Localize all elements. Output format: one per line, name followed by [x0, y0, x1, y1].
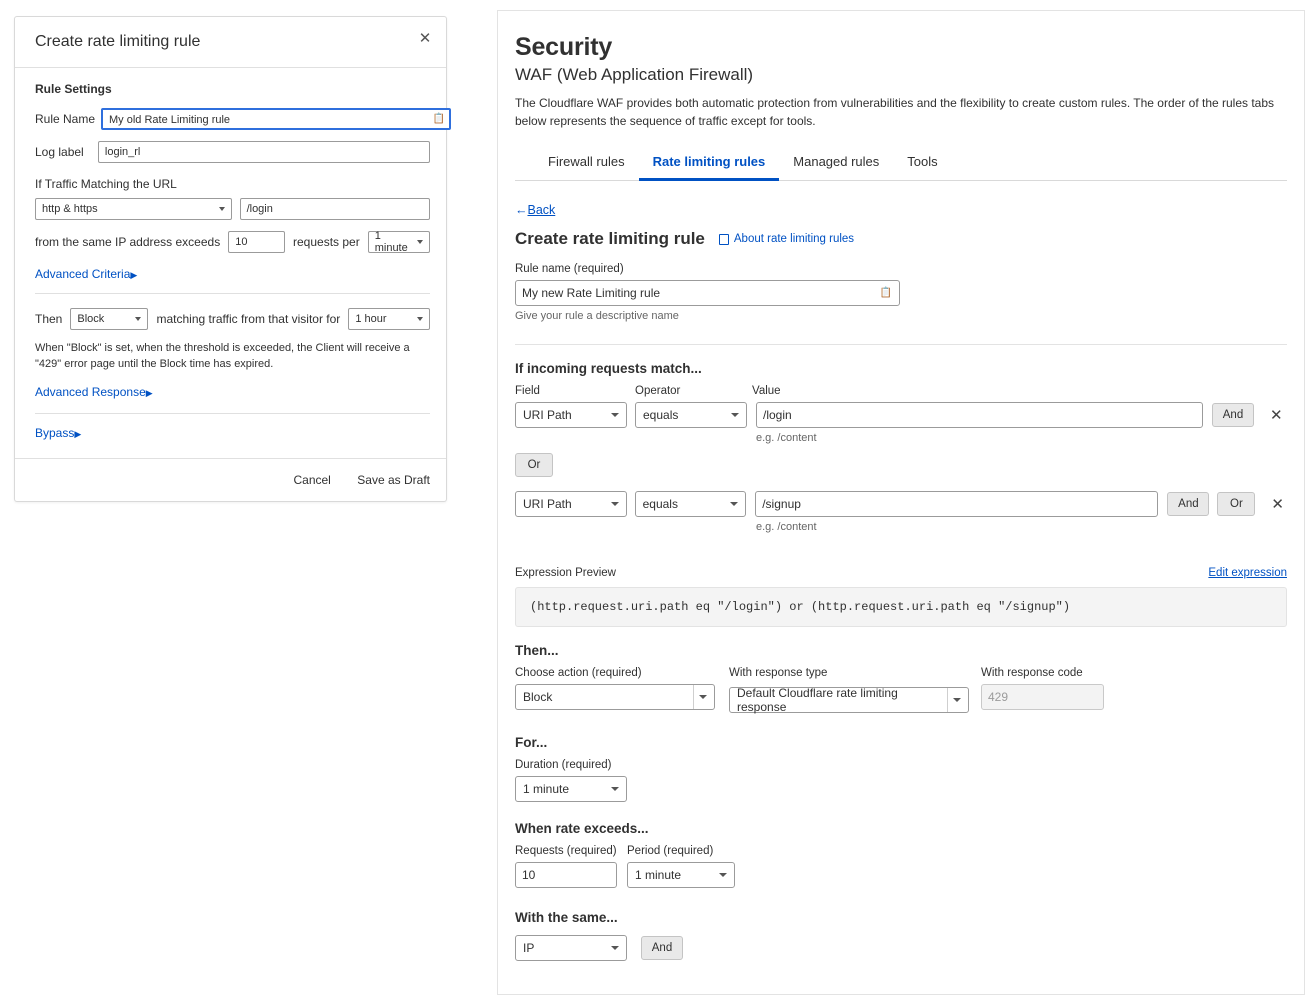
requests-input[interactable]: 10: [515, 862, 617, 888]
triangle-right-icon: ▶: [145, 387, 153, 398]
same-section-title: With the same...: [515, 910, 618, 925]
url-match-label: If Traffic Matching the URL: [35, 177, 177, 191]
threshold-suffix-label: requests per: [293, 235, 360, 249]
chevron-down-icon: [730, 502, 738, 506]
chevron-down-icon: [611, 787, 619, 791]
col-operator-label: Operator: [635, 385, 681, 397]
page-description: The Cloudflare WAF provides both automatic protection from vulnerabilities and the flexibility to create custom rules. The order of the rules tabs below represents the sequence of traffic except for tools.: [515, 96, 1275, 128]
then-section-title: Then...: [515, 643, 559, 658]
then-row: [35, 308, 430, 330]
chevron-down-icon: [135, 317, 141, 321]
action-select[interactable]: [515, 684, 715, 710]
response-type-label: With response type: [729, 667, 828, 679]
about-rate-limiting-link[interactable]: [719, 233, 854, 245]
back-link[interactable]: ←Back: [515, 203, 556, 217]
form-title: Create rate limiting rule: [515, 229, 705, 248]
scheme-value: http & https: [42, 203, 98, 215]
condition-1-field-select[interactable]: [515, 402, 627, 428]
scheme-select[interactable]: [35, 198, 232, 220]
block-duration-value: 1 hour: [355, 313, 387, 325]
then-row: [515, 667, 1284, 713]
condition-row: [515, 491, 1284, 517]
condition-2-value-helper: e.g. /content: [756, 521, 817, 533]
response-type-group: [729, 667, 969, 713]
action-select[interactable]: [70, 308, 148, 330]
rule-name-row: [35, 108, 445, 130]
then-suffix-label: matching traffic from that visitor for: [156, 312, 341, 326]
condition-row: [515, 402, 1284, 428]
save-as-draft-button[interactable]: Save as Draft: [357, 472, 430, 487]
copy-icon[interactable]: 📋: [432, 113, 445, 125]
chevron-down-icon: [953, 698, 961, 702]
chevron-down-icon: [417, 240, 423, 244]
condition-2-value-input[interactable]: /signup: [755, 491, 1158, 517]
rate-section-title: When rate exceeds...: [515, 821, 649, 836]
condition-1-operator-value: equals: [643, 408, 679, 422]
advanced-criteria-toggle[interactable]: [35, 267, 430, 281]
condition-column-headers: [515, 385, 1284, 402]
col-value-label: Value: [752, 385, 781, 397]
rule-name-label: Rule Name: [35, 112, 96, 126]
or-button[interactable]: Or: [515, 453, 553, 477]
chevron-down-icon: [731, 413, 739, 417]
triangle-right-icon: ▶: [130, 270, 138, 280]
chevron-down-icon: [417, 317, 423, 321]
period-select[interactable]: [627, 862, 735, 888]
condition-2-and-button[interactable]: And: [1167, 492, 1209, 516]
close-icon[interactable]: ✕: [418, 30, 432, 47]
action-group: [515, 667, 715, 710]
characteristic-select[interactable]: [515, 935, 627, 961]
condition-2-operator-value: equals: [642, 497, 678, 511]
action-label: Choose action (required): [515, 667, 642, 679]
log-label-label: Log label: [35, 145, 84, 159]
bypass-label: Bypass: [35, 425, 75, 440]
chevron-down-icon: [699, 695, 707, 699]
legacy-rate-limit-modal: [14, 16, 447, 502]
divider-1: [515, 344, 1287, 345]
action-value: Block: [77, 313, 105, 325]
response-code-group: [981, 667, 1104, 710]
duration-select[interactable]: [515, 776, 627, 802]
threshold-prefix-label: from the same IP address exceeds: [35, 235, 221, 249]
cancel-button[interactable]: Cancel: [293, 472, 331, 487]
advanced-response-label: Advanced Response: [35, 384, 146, 399]
modal-body: [15, 68, 446, 458]
expression-preview-label: Expression Preview: [515, 567, 616, 579]
period-value: 1 minute: [374, 230, 408, 254]
expression-preview-text: (http.request.uri.path eq "/login") or (http.request.uri.path eq "/signup"): [515, 587, 1287, 627]
condition-1-remove-icon[interactable]: ✕: [1270, 406, 1283, 424]
chevron-down-icon: [611, 413, 619, 417]
threshold-input[interactable]: 10: [228, 231, 285, 253]
period-select[interactable]: [368, 231, 430, 253]
chevron-down-icon: [611, 946, 619, 950]
waf-page: [497, 10, 1305, 995]
rule-name-input-wrap: [101, 108, 451, 130]
book-icon: [719, 234, 729, 245]
action-value: Block: [523, 690, 553, 704]
chevron-down-icon: [219, 207, 225, 211]
rate-row: [515, 845, 1284, 888]
page-title: Security: [515, 33, 613, 61]
condition-2-or-button[interactable]: Or: [1217, 492, 1255, 516]
col-field-label: Field: [515, 385, 540, 397]
condition-1-and-button[interactable]: And: [1212, 403, 1254, 427]
condition-2-field-select[interactable]: [515, 491, 627, 517]
tab-managed-rules[interactable]: Managed rules: [793, 154, 880, 169]
chevron-down-icon: [719, 873, 727, 877]
page-subtitle: WAF (Web Application Firewall): [515, 65, 754, 84]
duration-group: [515, 759, 1284, 802]
condition-1-value-input[interactable]: /login: [756, 402, 1203, 428]
characteristic-and-button[interactable]: And: [641, 936, 683, 960]
period-value: 1 minute: [635, 868, 682, 882]
expression-preview-header: [515, 567, 1287, 579]
advanced-criteria-label: Advanced Criteria: [35, 267, 131, 281]
response-code-input[interactable]: 429: [981, 684, 1104, 710]
condition-1-operator-select[interactable]: [635, 402, 747, 428]
condition-2-remove-icon[interactable]: ✕: [1271, 495, 1284, 513]
then-label: Then: [35, 312, 63, 326]
rule-name-input[interactable]: My old Rate Limiting rule: [101, 108, 451, 130]
condition-2-field-value: URI Path: [523, 497, 572, 511]
rule-settings-heading: Rule Settings: [35, 82, 112, 96]
threshold-row: [35, 231, 430, 253]
condition-2-operator-select[interactable]: [635, 491, 747, 517]
characteristic-value: IP: [523, 941, 535, 955]
url-path-input[interactable]: /login: [240, 198, 430, 220]
chevron-down-icon: [611, 502, 619, 506]
response-type-select[interactable]: [729, 687, 969, 713]
condition-1-field-value: URI Path: [523, 408, 572, 422]
log-label-row: [35, 141, 430, 163]
period-label: Period (required): [627, 845, 714, 857]
period-group: [627, 845, 735, 888]
block-note: When "Block" is set, when the threshold is exceeded, the Client will receive a "429" error page until the Block time has expired.: [35, 342, 410, 370]
triangle-right-icon: ▶: [74, 428, 82, 439]
requests-label: Requests (required): [515, 845, 617, 857]
duration-label: Duration (required): [515, 759, 612, 771]
tab-rate-limiting-rules[interactable]: Rate limiting rules: [639, 146, 780, 181]
bypass-toggle[interactable]: [35, 426, 430, 440]
rule-name-input-wrap: [515, 280, 900, 306]
modal-title: Create rate limiting rule: [35, 33, 201, 50]
modal-header: [15, 17, 446, 68]
about-link-label: About rate limiting rules: [733, 233, 855, 245]
divider: [35, 293, 430, 294]
match-section-title: If incoming requests match...: [515, 361, 702, 376]
response-code-label: With response code: [981, 667, 1083, 679]
edit-expression-link[interactable]: Edit expression: [1208, 567, 1287, 579]
condition-1-value-helper: e.g. /content: [756, 432, 817, 444]
log-label-input[interactable]: login_rl: [98, 141, 430, 163]
rule-name-group: [515, 263, 1284, 322]
advanced-response-toggle[interactable]: [35, 385, 430, 399]
rule-name-label: Rule name (required): [515, 263, 624, 275]
characteristic-row: [515, 935, 1284, 961]
divider-2: [35, 413, 430, 414]
url-match-row: [35, 198, 430, 220]
response-type-value: Default Cloudflare rate limiting response: [737, 686, 898, 714]
duration-value: 1 minute: [523, 782, 570, 796]
form-header: [515, 229, 1284, 249]
for-section-title: For...: [515, 735, 548, 750]
back-label: Back: [527, 203, 556, 217]
rule-name-input[interactable]: My new Rate Limiting rule: [515, 280, 900, 306]
modal-footer: [15, 458, 446, 501]
copy-icon[interactable]: 📋: [879, 287, 892, 299]
tab-tools[interactable]: Tools: [907, 154, 938, 169]
rule-name-helper: Give your rule a descriptive name: [515, 310, 679, 322]
tab-firewall-rules[interactable]: Firewall rules: [548, 154, 625, 169]
waf-tabs: [515, 146, 1287, 181]
block-duration-select[interactable]: [348, 308, 430, 330]
requests-group: [515, 845, 617, 888]
